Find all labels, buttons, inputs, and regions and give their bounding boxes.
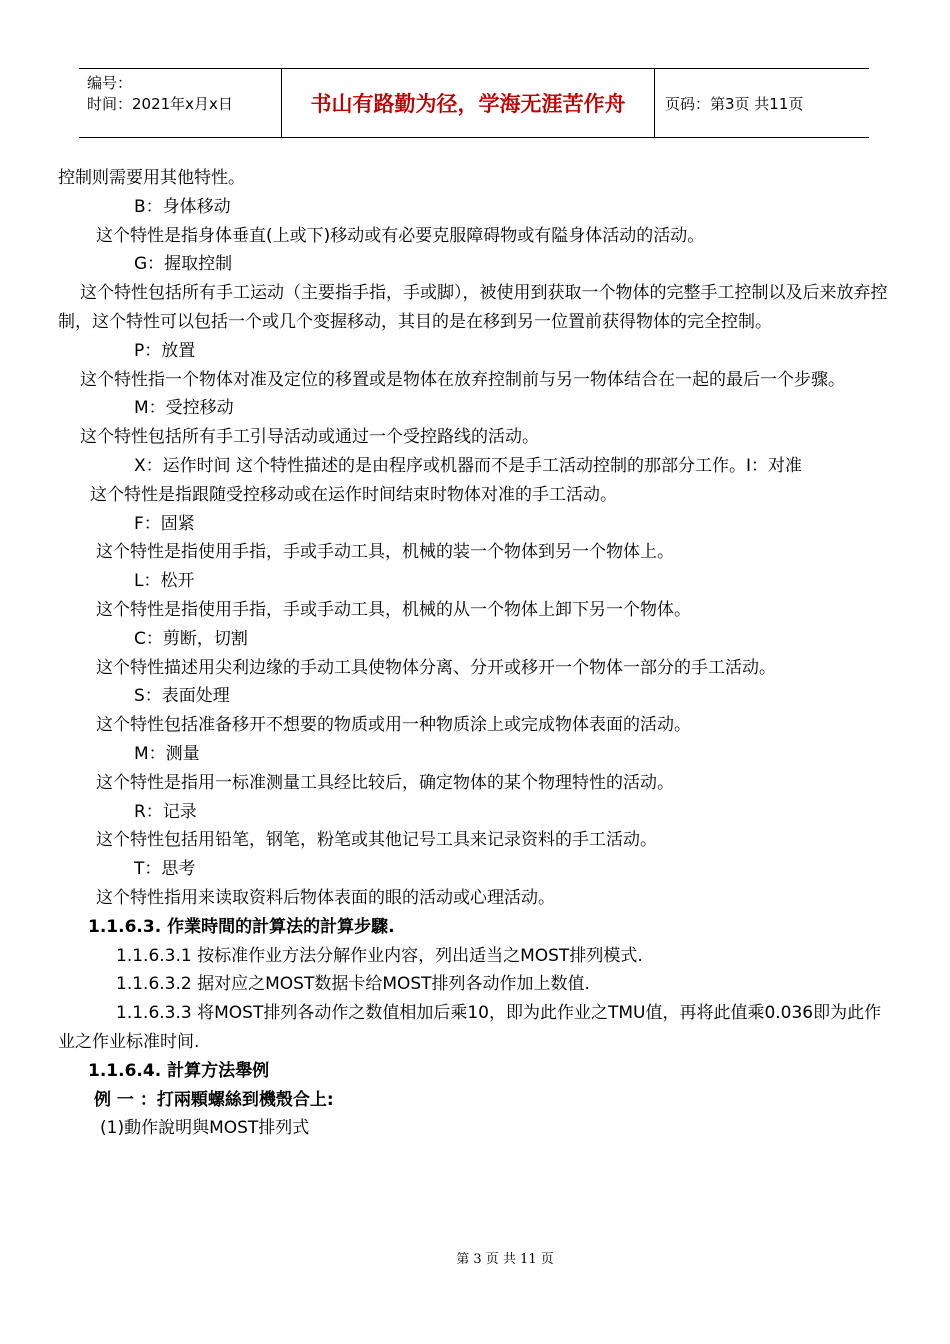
item-heading: F：固紧	[134, 513, 195, 534]
header-meta	[79, 69, 281, 137]
header-motto: 书山有路勤为径，学海无涯苦作舟	[281, 69, 655, 137]
paragraph: 控制则需要用其他特性。	[58, 168, 245, 188]
paragraph: 这个特性包括用铅笔，钢笔，粉笔或其他记号工具来记录资料的手工活动。	[96, 830, 657, 851]
item-heading: L：松开	[134, 571, 195, 592]
step: 1.1.6.3.1 按标准作业方法分解作业内容，列出适当之MOST排列模式.	[116, 945, 643, 966]
page-footer	[0, 1248, 950, 1267]
item-heading: M：测量	[134, 743, 200, 764]
item-heading: C：剪断，切割	[134, 628, 248, 649]
document-date: 时间：2021年x月x日	[87, 95, 233, 113]
item-heading: R：记录	[134, 801, 197, 822]
example-subheading: (1)動作說明與MOST排列式	[100, 1118, 310, 1139]
paragraph: 这个特性是指跟随受控移动或在运作时间结束时物体对准的手工活动。	[90, 484, 617, 505]
paragraph	[58, 366, 890, 395]
footer-page-number: 第 3 页 共 11 页	[456, 1252, 554, 1267]
paragraph-text: 这个特性包括所有手工运动（主要指手指，手或脚），被使用到获取一个物体的完整手工控制以及后来放弃控制，这个特性可以包括一个或几个变握移动，其目的是在移到另一位置前获得物体的完全控制。	[58, 283, 888, 332]
step-text: 1.1.6.3.3 将MOST排列各动作之数值相加后乘10，即为此作业之TMU值，再将此值乘0.036即为此作业之作业标准时间.	[58, 1003, 882, 1052]
step: 1.1.6.3.2 据对应之MOST数据卡给MOST排列各动作加上数值.	[116, 974, 590, 995]
paragraph: 这个特性是指身体垂直(上或下)移动或有必要克服障碍物或有隘身体活动的活动。	[96, 225, 705, 246]
section-heading: 1.1.6.4. 計算方法舉例	[88, 1060, 270, 1081]
section-heading: 1.1.6.3. 作業時間的計算法的計算步驟.	[88, 916, 395, 937]
item-heading: G：握取控制	[134, 254, 233, 275]
item-heading: S：表面处理	[134, 686, 230, 707]
paragraph	[58, 279, 890, 337]
example-heading: 例 一 ：打兩顆螺絲到機殼合上:	[94, 1089, 334, 1110]
item-heading: P：放置	[134, 340, 196, 361]
step	[58, 999, 890, 1057]
item-heading: M：受控移动	[134, 398, 234, 419]
paragraph: 这个特性指用来读取资料后物体表面的眼的活动或心理活动。	[96, 887, 555, 908]
header-page-info: 页码：第3页 共11页	[665, 94, 804, 113]
document-number-label: 编号：	[87, 74, 133, 92]
paragraph-text: 这个特性指一个物体对准及定位的移置或是物体在放弃控制前与另一物体结合在一起的最后一个步骤。	[80, 369, 845, 390]
paragraph	[58, 452, 890, 481]
paragraph: 这个特性包括所有手工引导活动或通过一个受控路线的活动。	[80, 427, 539, 448]
document-body	[58, 164, 890, 1143]
paragraph-text: X：运作时间 这个特性描述的是由程序或机器而不是手工活动控制的那部分工作。I：对准	[134, 455, 803, 476]
paragraph: 这个特性是指用一标准测量工具经比较后，确定物体的某个物理特性的活动。	[96, 772, 674, 793]
page-header	[79, 68, 869, 138]
paragraph: 这个特性是指使用手指，手或手动工具，机械的装一个物体到另一个物体上。	[96, 542, 674, 563]
paragraph: 这个特性描述用尖利边缘的手动工具使物体分离、分开或移开一个物体一部分的手工活动。	[96, 657, 776, 678]
paragraph: 这个特性包括准备移开不想要的物质或用一种物质涂上或完成物体表面的活动。	[96, 715, 691, 736]
paragraph: 这个特性是指使用手指，手或手动工具，机械的从一个物体上卸下另一个物体。	[96, 599, 691, 620]
item-heading: T：思考	[134, 859, 196, 880]
item-heading: B：身体移动	[134, 196, 231, 217]
